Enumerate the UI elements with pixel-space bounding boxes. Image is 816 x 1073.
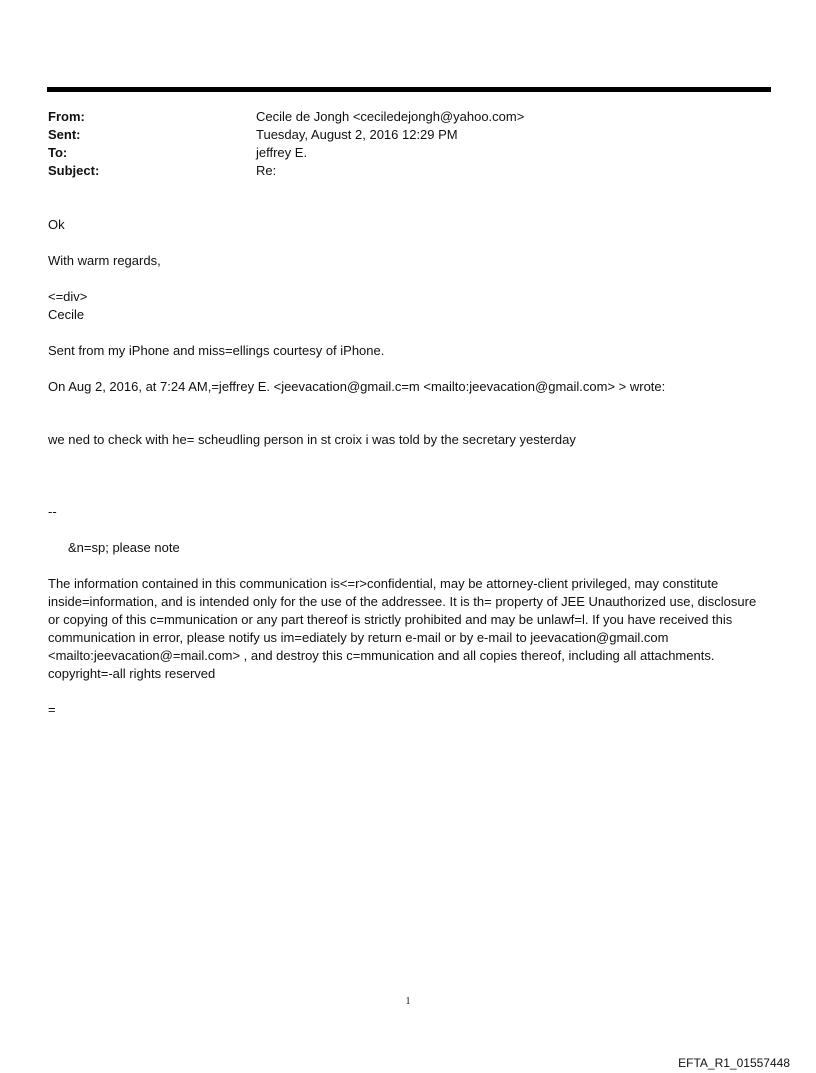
page-number: 1 xyxy=(405,996,411,1007)
from-value: Cecile de Jongh <ceciledejongh@yahoo.com> xyxy=(256,109,525,124)
body-signature-name: Cecile xyxy=(48,307,85,322)
body-regards: With warm regards, xyxy=(48,253,161,268)
signature-dashes: -- xyxy=(48,504,57,519)
sent-label: Sent: xyxy=(48,127,81,142)
from-label: From: xyxy=(48,109,85,124)
from-row xyxy=(48,108,768,126)
body-sent-from: Sent from my iPhone and miss=ellings courtesy of iPhone. xyxy=(48,343,385,358)
sent-value: Tuesday, August 2, 2016 12:29 PM xyxy=(256,127,458,142)
subject-label: Subject: xyxy=(48,163,100,178)
quoted-message: we ned to check with he= scheudling person in st croix i was told by the secretary yesterday xyxy=(48,432,576,447)
subject-row xyxy=(48,162,768,180)
email-header xyxy=(48,108,768,180)
trailing-equals: = xyxy=(48,702,56,717)
header-rule xyxy=(47,87,771,92)
body-div-tag: <=div> xyxy=(48,289,88,304)
sent-row xyxy=(48,126,768,144)
to-value: jeffrey E. xyxy=(256,145,308,160)
to-row xyxy=(48,144,768,162)
disclaimer-paragraph: The information contained in this communication is<=r>confidential, may be attorney-client privileged, may constitute inside=information, and is intended only for the use of the addressee. It is th= property of JEE Unauthorized use, disclosure or copying of this c=mmunication or any part thereof is strictly prohibited and may be unlawf=l. If you have received this communication in error, please notify us im=ediately by return e-mail or by e-mail to jeevacation@gmail.com <mailto:jeevacation@=mail.com> , and destroy this c=mmunication and all copies thereof, including all attachments. copyright=-all rights reserved xyxy=(48,576,757,681)
quoted-header: On Aug 2, 2016, at 7:24 AM,=jeffrey E. <jeevacation@gmail.c=m <mailto:jeevacation@gmail.com> > wrote: xyxy=(48,379,666,394)
to-label: To: xyxy=(48,145,68,160)
please-note: &n=sp; please note xyxy=(68,540,180,555)
document-id: EFTA_R1_01557448 xyxy=(678,1056,790,1070)
body-ok: Ok xyxy=(48,217,65,232)
subject-value: Re: xyxy=(256,163,277,178)
